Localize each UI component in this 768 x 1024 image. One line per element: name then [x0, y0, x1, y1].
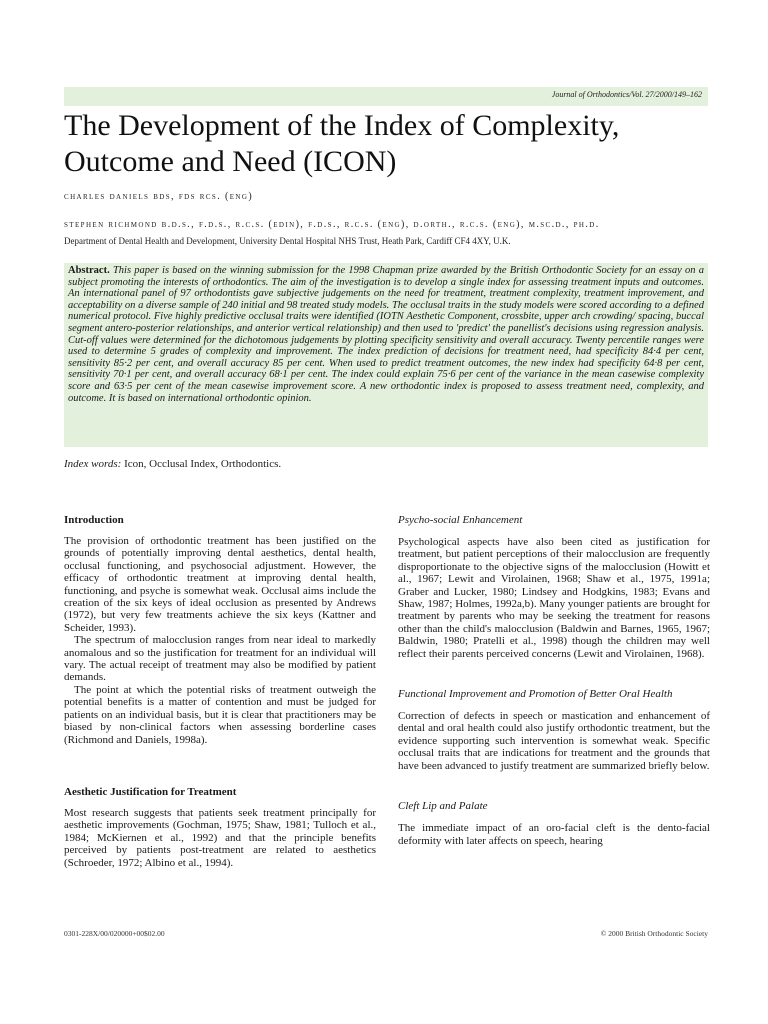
author-2: stephen richmond b.d.s., f.d.s., r.c.s. (edin), f.d.s., r.c.s. (eng), d.orth., r.c.s. (eng), m.sc.d., ph.d.	[64, 219, 600, 230]
psycho-social-heading: Psycho-social Enhancement	[398, 514, 523, 526]
introduction-paragraph-1: The provision of orthodontic treatment has been justified on the grounds of potentially improving dental aesthetics, dental health, occlusal functioning, and psychosocial adjustment. However, the efficacy of orthodontic treatment at improving dental health, functioning, and psyche is somewhat weak. Occlusal aims include the creation of the six keys of ideal occlusion as presented by Andrews (1972), but very few treatments achieve the six keys (Kattner and Scheider, 1993).	[64, 535, 376, 634]
aesthetic-heading: Aesthetic Justification for Treatment	[64, 785, 237, 798]
abstract-body: This paper is based on the winning submission for the 1998 Chapman prize awarded by the British Orthodontic Society for an essay on a subject promoting the interests of orthodontics. The aim of the investigation is to develop a single index for assessing treatment inputs and outcomes. An international panel of 97 orthodontists gave subjective judgements on the need for treatment, treatment complexity, treatment improvement, and acceptability on a diverse sample of 240 initial and 98 treated study models. The occlusal traits in the study models were scored according to a defined numerical protocol. Five highly predictive occlusal traits were identified (IOTN Aesthetic Component, crossbite, upper arch crowding/ spacing, buccal segment antero-posterior relationships, and anterior vertical relationship) and then used to 'predict' the panellist's decisions using regression analysis. Cut-off values were determined for the dichotomous judgements by plotting specificity sensitivity and overall accuracy. Twenty percentile ranges were used to determine 5 grades of complexity and improvement. The index prediction of decisions for treatment need, had specificity 84·4 per cent, sensitivity 85·2 per cent, and overall accuracy 85 per cent. When used to predict treatment outcomes, the new index had specificity 64·8 per cent, sensitivity 70·1 per cent, and overall accuracy 68·1 per cent. The index could explain 75·6 per cent of the variance in the mean casewise complexity score and 63·5 per cent of the mean casewise improvement score. A new orthodontic index is proposed to assess treatment need, complexity, and outcome. It is based on international orthodontic opinion.	[68, 265, 704, 404]
index-words	[64, 458, 281, 470]
journal-reference: Journal of Orthodontics/Vol. 27/2000/149–162	[551, 90, 702, 99]
introduction-paragraph-2: The spectrum of malocclusion ranges from near ideal to markedly anomalous and so the justification for treatment for an individual will vary. The actual receipt of treatment may also be modified by patient demands.	[64, 634, 376, 684]
abstract-label: Abstract.	[68, 265, 110, 276]
abstract-box	[64, 263, 708, 447]
functional-heading: Functional Improvement and Promotion of Better Oral Health	[398, 688, 673, 701]
introduction-paragraph-3: The point at which the potential risks of treatment outweigh the potential benefits is a matter of contention and must be judged for patients on an individual basis, but it is clear that practitioners may be biased by non-clinical factors when assessing borderline cases (Richmond and Daniels, 1998a).	[64, 683, 376, 746]
author-1: charles daniels bds, fds rcs. (eng)	[64, 191, 254, 202]
abstract	[68, 265, 704, 404]
cleft-heading: Cleft Lip and Palate	[398, 800, 488, 813]
left-column	[64, 514, 376, 869]
index-words-label: Index words:	[64, 458, 122, 470]
section-spacer	[398, 660, 710, 688]
psycho-social-paragraph: Psychological aspects have also been cited as justification for treatment, but patient perceptions of their malocclusion are frequently disproportionate to the objective signs of the malocclusion (Howitt et al., 1967; Lewit and Virolainen, 1968; Shaw et al., 1975, 1991a; Graber and Lucker, 1980; Lindsey and Hodgkins, 1983; Evans and Shaw, 1987; Holmes, 1992a,b). Many younger patients are brought for treatment by parents who may be seeking the treatment for reasons other than the child's malocclusion (Baldwin and Barnes, 1965, 1967; Baldwin, 1980; Pratelli et al., 1998) though the children may well reflect their parents perceived concerns (Lewit and Virolainen, 1968).	[398, 536, 710, 660]
cleft-paragraph: The immediate impact of an oro-facial cleft is the dento-facial deformity with later affects on speech, hearing	[398, 822, 710, 847]
section-spacer	[398, 772, 710, 800]
paper-title: The Development of the Index of Complexity, Outcome and Need (ICON)	[64, 109, 620, 178]
aesthetic-paragraph-1: Most research suggests that patients seek treatment principally for aesthetic improvements (Gochman, 1975; Shaw, 1981; Tulloch et al., 1984; McKiernen et al., 1992) and that the principle benefits perceived by patients post-treatment are related to aesthetics (Schroeder, 1972; Albino et al., 1994).	[64, 806, 376, 869]
right-column	[398, 514, 710, 847]
section-spacer	[64, 746, 376, 786]
introduction-heading: Introduction	[64, 514, 124, 526]
index-words-value: Icon, Occlusal Index, Orthodontics.	[124, 458, 282, 470]
affiliation: Department of Dental Health and Development, University Dental Hospital NHS Trust, Heath Park, Cardiff CF4 4XY, U.K.	[64, 236, 511, 246]
journal-header-band	[64, 87, 708, 106]
footer-copyright-code: 0301-228X/00/020000+00$02.00	[64, 929, 165, 938]
functional-paragraph: Correction of defects in speech or mastication and enhancement of dental and oral health could also justify orthodontic treatment, but the evidence supporting such intervention is somewhat weak. Specific occlusal traits that are indications for treatment and the grounds that have been advanced to justify treatment are summarized briefly below.	[398, 710, 710, 772]
footer-copyright: © 2000 British Orthodontic Society	[600, 929, 708, 938]
